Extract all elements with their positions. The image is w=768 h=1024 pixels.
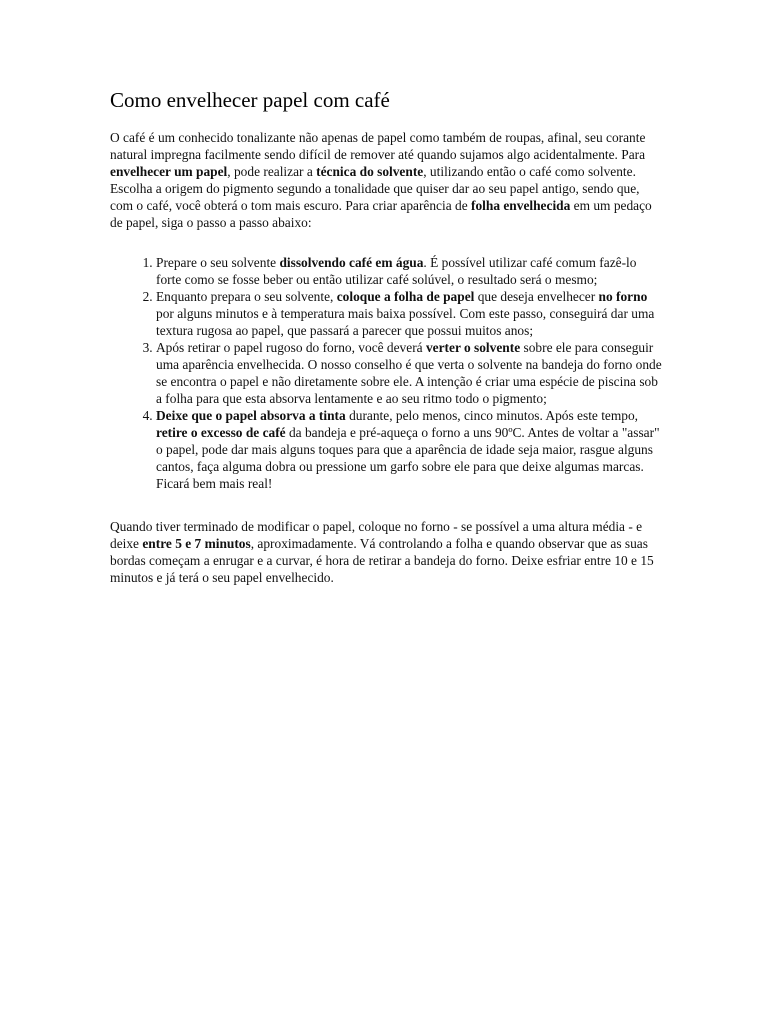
closing-text-1: Quando tiver terminado de modificar o papel, coloque no forno - se possível a uma altura média - e deixe	[110, 519, 643, 551]
step-2-bold-2: no forno	[598, 289, 648, 304]
step-4-text-2: da bandeja e pré-aqueça o forno a uns 90ºC. Antes de voltar a "assar" o papel, pode dar mais alguns toques para que a aparência de idade seja maior, rasgue alguns cantos, faça alguma dobra ou pressione um garfo sobre ele para que deixe algumas marcas. Ficará bem mais real!	[156, 425, 660, 491]
step-1-text-2: . É possível utilizar café comum fazê-lo forte como se fosse beber ou então utilizar café solúvel, o resultado será o mesmo;	[156, 255, 637, 287]
intro-bold-1: envelhecer um papel	[110, 164, 228, 179]
step-3-text-2: sobre ele para conseguir uma aparência envelhecida. O nosso conselho é que verta o solvente na bandeja do forno onde se encontra o papel e não diretamente sobre ele. A intenção é criar uma espécie de piscina sob a folha para que esta absorva lentamente e ao seu ritmo todo o pigmento;	[156, 340, 662, 406]
step-3-text-1: Após retirar o papel rugoso do forno, você deverá	[156, 340, 426, 355]
step-1-text-1: Prepare o seu solvente	[156, 255, 280, 270]
step-2-text-3: por alguns minutos e à temperatura mais baixa possível. Com este passo, conseguirá dar uma textura rugosa ao papel, que passará a parecer que possui muitos anos;	[156, 306, 655, 338]
step-4-text-1: durante, pelo menos, cinco minutos. Após este tempo,	[345, 408, 639, 423]
intro-bold-3: folha envelhecida	[471, 198, 571, 213]
step-4-bold-1: Deixe que o papel absorva a tinta	[156, 408, 346, 423]
document-content	[110, 87, 662, 586]
step-item-4	[156, 407, 662, 492]
intro-text-4: em um pedaço de papel, siga o passo a passo abaixo:	[110, 198, 652, 230]
intro-bold-2: técnica do solvente	[316, 164, 424, 179]
step-2-text-2: que deseja envelhecer	[474, 289, 599, 304]
closing-text-2: , aproximadamente. Vá controlando a folha e quando observar que as suas bordas começam a enrugar e a curvar, é hora de retirar a bandeja do forno. Deixe esfriar entre 10 e 15 minutos e já terá o seu papel envelhecido.	[110, 536, 654, 585]
page-title: Como envelhecer papel com café	[110, 88, 390, 112]
closing-paragraph	[110, 518, 662, 586]
step-2-text-1: Enquanto prepara o seu solvente,	[156, 289, 337, 304]
intro-text-3: , utilizando então o café como solvente. Escolha a origem do pigmento segundo a tonalidade que quiser dar ao seu papel antigo, sendo que, com o café, você obterá o tom mais escuro. Para criar aparência de	[110, 164, 640, 213]
intro-paragraph	[110, 129, 662, 231]
step-item-2	[156, 288, 662, 339]
step-item-3	[156, 339, 662, 407]
intro-text-1: O café é um conhecido tonalizante não apenas de papel como também de roupas, afinal, seu corante natural impregna facilmente sendo difícil de remover até quando sujamos algo acidentalmente. Para	[110, 130, 646, 162]
step-4-bold-2: retire o excesso de café	[156, 425, 286, 440]
step-item-1	[156, 254, 662, 288]
step-2-bold-1: coloque a folha de papel	[336, 289, 475, 304]
closing-bold-1: entre 5 e 7 minutos	[142, 536, 251, 551]
step-3-bold-1: verter o solvente	[425, 340, 521, 355]
intro-text-2: , pode realizar a	[227, 164, 317, 179]
steps-list	[110, 254, 662, 492]
step-1-bold-1: dissolvendo café em água	[279, 255, 424, 270]
